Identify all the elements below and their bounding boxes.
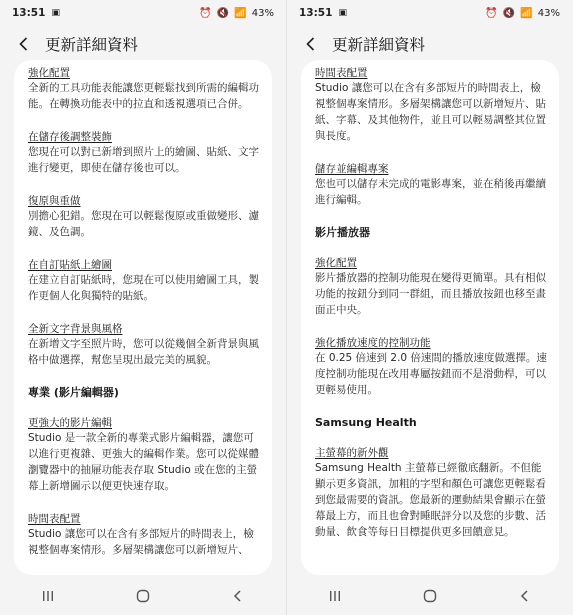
details-card[interactable] xyxy=(14,60,272,575)
status-time: 13:51 xyxy=(299,7,333,19)
status-time: 13:51 xyxy=(12,7,46,19)
section-heading: 專業 (影片編輯器) xyxy=(28,386,119,399)
details-card[interactable] xyxy=(301,60,559,575)
item-title: 儲存並編輯專案 xyxy=(315,163,389,175)
home-icon[interactable] xyxy=(410,581,450,611)
item-title: 在儲存後調整裝飾 xyxy=(28,131,112,143)
chevron-left-icon[interactable] xyxy=(9,29,39,59)
app-header xyxy=(287,28,572,60)
item-desc: Studio 讓您可以在含有多部短片的時間表上，檢視整個專案情形。多層架構讓您可以新增短片、貼紙、字幕、及其他物件，並且可以輕易調整其位置與長度。 xyxy=(315,82,546,142)
navigation-bar xyxy=(0,577,286,615)
mute-icon: 🔇 xyxy=(216,7,230,19)
section-heading: 影片播放器 xyxy=(315,226,370,239)
section-heading: Samsung Health xyxy=(315,416,417,429)
wifi-icon: 📶 xyxy=(234,7,247,19)
item-title: 時間表配置 xyxy=(28,513,81,525)
item-desc: 影片播放器的控制功能現在變得更簡單。具有相似功能的按鈕分到同一群組，而且播放按鈕也移至畫面正中央。 xyxy=(315,272,546,316)
notification-icon: ▣ xyxy=(51,8,60,18)
home-icon[interactable] xyxy=(123,581,163,611)
item-title: 主螢幕的新外觀 xyxy=(315,447,389,459)
list-item xyxy=(28,194,262,240)
page-title: 更新詳細資料 xyxy=(332,36,426,54)
chevron-left-icon[interactable] xyxy=(296,29,326,59)
wifi-icon: 📶 xyxy=(520,7,533,19)
alarm-icon: ⏰ xyxy=(199,7,212,19)
recents-icon[interactable] xyxy=(315,581,355,611)
item-desc: 全新的工具功能表能讓您更輕鬆找到所需的編輯功能。在轉換功能表中的拉直和透視選項已合併。 xyxy=(28,82,259,110)
battery-percent: 43% xyxy=(251,7,274,19)
battery-percent: 43% xyxy=(537,7,560,19)
list-item xyxy=(28,416,262,494)
notification-icon: ▣ xyxy=(338,8,347,18)
item-title: 時間表配置 xyxy=(315,67,368,79)
item-title: 更強大的影片編輯 xyxy=(28,417,112,429)
nav-back-icon[interactable] xyxy=(505,581,545,611)
recents-icon[interactable] xyxy=(28,581,68,611)
list-item xyxy=(28,130,262,176)
right-screen xyxy=(286,0,572,615)
status-bar xyxy=(287,0,572,26)
list-item xyxy=(28,322,262,368)
list-item xyxy=(28,66,262,112)
app-header xyxy=(0,28,286,60)
list-item xyxy=(315,162,549,208)
item-desc: 您也可以儲存未完成的電影專案，並在稍後再繼續進行編輯。 xyxy=(315,178,546,206)
item-desc: Samsung Health 主螢幕已經徹底翻新。不但能顯示更多資訊，加粗的字型和顏色可讓您更輕鬆看到您最需要的資訊。您最新的運動結果會顯示在螢幕最上方，而且也會對睡眠評分以及您的步數、活動量、飲食等每日目標提供更多回饋意見。 xyxy=(315,462,546,538)
mute-icon: 🔇 xyxy=(502,7,516,19)
status-bar xyxy=(0,0,286,26)
item-desc: Studio 是一款全新的專業式影片編輯器，讓您可以進行更複雜、更強大的編輯作業。您可以從媒體瀏覽器中的抽屜功能表存取 Studio 或在您的主螢幕上新增圖示以便更快速存取。 xyxy=(28,432,259,492)
item-desc: Studio 讓您可以在含有多部短片的時間表上，檢視整個專案情形。多層架構讓您可以新增短片、 xyxy=(28,528,254,556)
page-title: 更新詳細資料 xyxy=(45,36,139,54)
item-title: 強化播放速度的控制功能 xyxy=(315,337,431,349)
list-item xyxy=(315,446,549,540)
item-desc: 在 0.25 倍速到 2.0 倍速間的播放速度做選擇。速度控制功能現在改用專屬按鈕而不是滑動桿，可以更輕易使用。 xyxy=(315,352,547,396)
list-item xyxy=(28,258,262,304)
left-screen xyxy=(0,0,286,615)
alarm-icon: ⏰ xyxy=(485,7,498,19)
list-item xyxy=(315,66,549,144)
item-title: 在自訂貼紙上繪圖 xyxy=(28,259,112,271)
item-desc: 別擔心犯錯。您現在可以輕鬆復原或重做變形、濾鏡、及色調。 xyxy=(28,210,259,238)
item-desc: 在新增文字至照片時，您可以從幾個全新背景與風格中做選擇，幫您呈現出最完美的風貌。 xyxy=(28,338,259,366)
item-title: 復原與重做 xyxy=(28,195,81,207)
list-item xyxy=(28,512,262,558)
nav-back-icon[interactable] xyxy=(218,581,258,611)
list-item xyxy=(315,256,549,318)
item-title: 強化配置 xyxy=(28,67,70,79)
item-title: 全新文字背景與風格 xyxy=(28,323,123,335)
item-desc: 在建立自訂貼紙時，您現在可以使用繪圖工具，製作更個人化與獨特的貼紙。 xyxy=(28,274,259,302)
navigation-bar xyxy=(287,577,572,615)
item-title: 強化配置 xyxy=(315,257,357,269)
item-desc: 您現在可以對已新增到照片上的繪圖、貼紙、文字進行變更，即使在儲存後也可以。 xyxy=(28,146,259,174)
list-item xyxy=(315,336,549,398)
